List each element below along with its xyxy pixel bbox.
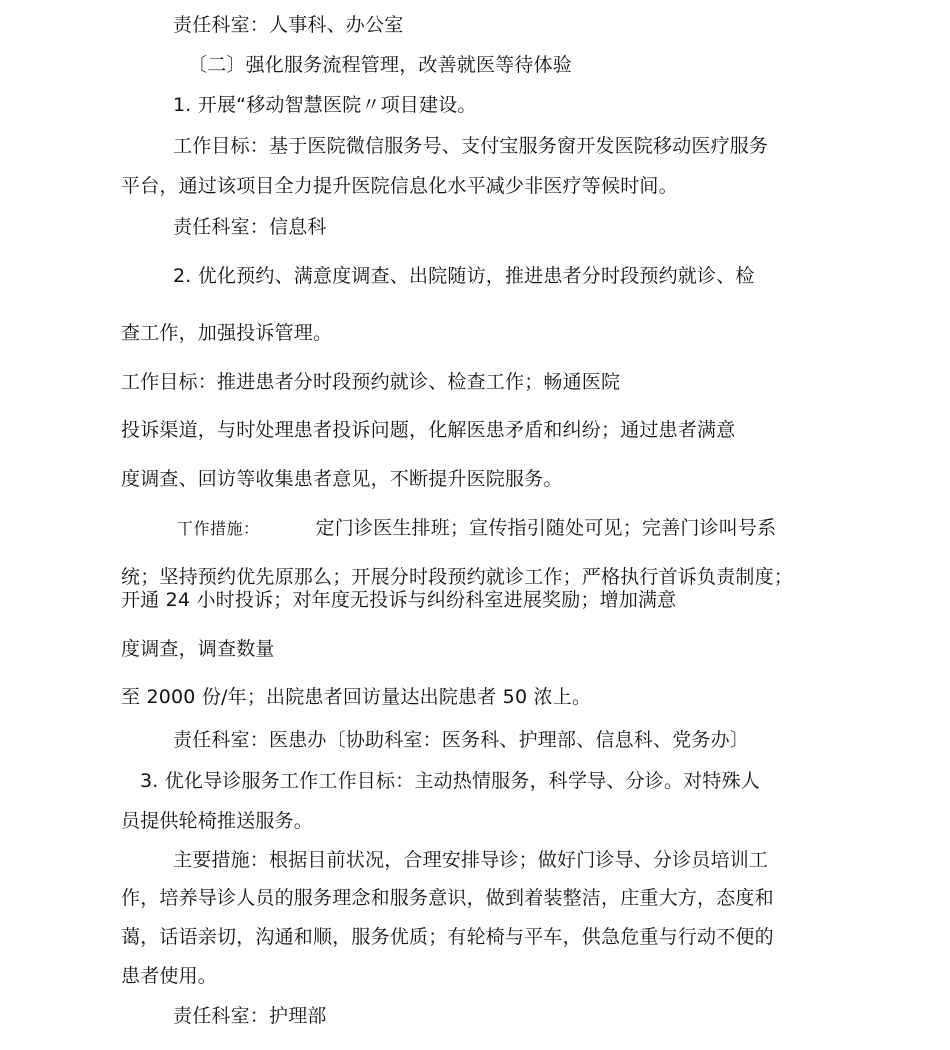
text-line: 统；坚持预约优先原那么；开展分时段预约就诊工作；严格执行首诉负责制度；: [121, 566, 794, 588]
text-line: 查工作，加强投诉管理。: [121, 322, 333, 344]
item-heading: 3. 优化导诊服务工作工作目标：主动热情服务，科学导、分诊。对特殊人: [140, 770, 760, 792]
section-heading: 〔二〕强化服务流程管理，改善就医等待体验: [188, 54, 573, 76]
item-heading: 2. 优化预约、满意度调查、出院随访，推进患者分时段预约就诊、检: [173, 265, 755, 287]
text-line: 责任科室：医患办〔协助科室：医务科、护理部、信息科、党务办〕: [173, 729, 750, 751]
text-line: [177, 516, 776, 541]
text-line: 工作目标：基于医院微信服务号、支付宝服务窗开发医院移动医疗服务: [173, 135, 769, 157]
text-line: 度调查，调查数量: [121, 638, 275, 660]
text-line: 责任科室：信息科: [173, 216, 327, 238]
text-line: 工作目标：推进患者分时段预约就诊、检查工作；畅通医院: [121, 371, 621, 393]
text-line: 投诉渠道，与时处理患者投诉问题，化解医患矛盾和纠纷；通过患者满意: [121, 419, 736, 441]
measures-text: 定门诊医生排班；宣传指引随处可见；完善门诊叫号系: [315, 517, 777, 539]
text-line: 蔼，话语亲切，沟通和顺，服务优质；有轮椅与平车，供急危重与行动不便的: [121, 926, 774, 948]
text-line: 度调查、回访等收集患者意见，不断提升医院服务。: [121, 468, 563, 490]
text-line: 开通 24 小时投诉；对年度无投诉与纠纷科室进展奖励；增加满意: [121, 589, 677, 611]
measures-label: 丅作措施：: [177, 519, 260, 538]
text-line: 员提供轮椅推送服务。: [121, 810, 314, 832]
text-line: 患者使用。: [121, 965, 218, 987]
text-line: 责任科室：人事科、办公室: [173, 14, 404, 36]
text-line: 平台，通过该项目全力提升医院信息化水平减少非医疗等候时间。: [121, 175, 678, 197]
item-heading: 1. 开展“移动智慧医院〃项目建设。: [173, 94, 477, 116]
text-line: 主要措施：根据目前状况，合理安排导诊；做好门诊导、分诊员培训工: [173, 849, 769, 871]
text-line: 责任科室：护理部: [173, 1005, 327, 1027]
text-line: 至 2000 份/年；出院患者回访量达出院患者 50 浓上。: [121, 686, 592, 708]
text-line: 作，培养导诊人员的服务理念和服务意识，做到着装整洁，庄重大方，态度和: [121, 887, 774, 909]
